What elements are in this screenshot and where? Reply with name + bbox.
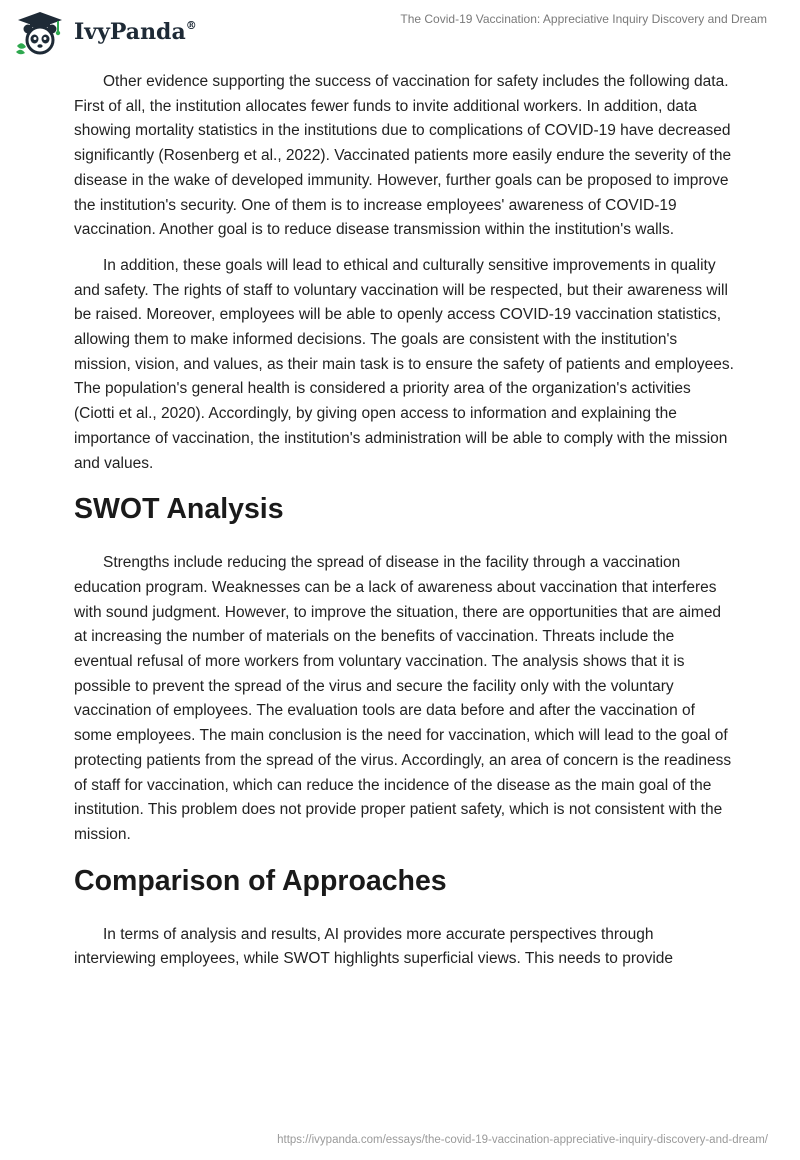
paragraph: Strengths include reducing the spread of disease in the facility through a vaccination education program. Weaknesses can be a lack of awareness about vaccination that interferes with sound judgment. However, to improve the situation, there are opportunities that are aimed at increasing the number of materials on the benefits of vaccination. Threats include the eventual refusal of more workers from voluntary vaccination. The analysis shows that it is possible to prevent the spread of the virus and secure the facility only with the voluntary vaccination of employees. The evaluation tools are data before and after the vaccination of some employees. The main conclusion is the need for vaccination, which will lead to the goal of protecting patients from the spread of the virus. Accordingly, an area of concern is the readiness of staff for vaccination, which can reduce the incidence of the disease as the main goal of the institution. This problem does not provide proper patient safety, which is not consistent with the mission.	[74, 554, 732, 843]
paragraph: Other evidence supporting the success of vaccination for safety includes the following data. First of all, the institution allocates fewer funds to invite additional workers. In addition, data showing mortality statistics in the institutions due to complications of COVID-19 have decreased significantly (Rosenberg et al., 2022). Vaccinated patients more easily endure the severity of the disease in the wake of developed immunity. However, further goals can be proposed to improve the institution's security. One of them is to increase employees' awareness of COVID-19 vaccination. Another goal is to reduce disease transmission within the institution's walls.	[74, 73, 732, 239]
section-heading-comparison: Comparison of Approaches	[74, 864, 447, 897]
paragraph: In addition, these goals will lead to ethical and culturally sensitive improvements in quality and safety. The rights of staff to voluntary vaccination will be respected, but their awareness will be raised. Moreover, employees will be able to openly access COVID-19 vaccination statistics, allowing them to make informed decisions. The goals are consistent with the institution's mission, vision, and values, as their main task is to ensure the safety of patients and employees. The population's general health is considered a priority area of the organization's activities (Ciotti et al., 2020). Accordingly, by giving open access to information and explaining the importance of vaccination, the institution's administration will be able to comply with the mission and values.	[74, 256, 734, 472]
section-heading-swot: SWOT Analysis	[74, 493, 284, 526]
brand-name: IvyPanda	[74, 19, 186, 45]
document-title: The Covid-19 Vaccination: Appreciative Inquiry Discovery and Dream	[400, 12, 767, 26]
panda-graduate-icon	[14, 10, 66, 56]
brand-wordmark	[74, 19, 197, 45]
source-url[interactable]: https://ivypanda.com/essays/the-covid-19-vaccination-appreciative-inquiry-discovery-and-dream/	[277, 1134, 768, 1146]
registered-mark: ®	[185, 18, 197, 32]
page-header	[0, 0, 800, 64]
paragraph: In terms of analysis and results, AI provides more accurate perspectives through interviewing employees, while SWOT highlights superficial views. This needs to provide	[74, 925, 674, 968]
ivypanda-logo[interactable]	[14, 10, 214, 56]
essay-body	[74, 70, 734, 983]
